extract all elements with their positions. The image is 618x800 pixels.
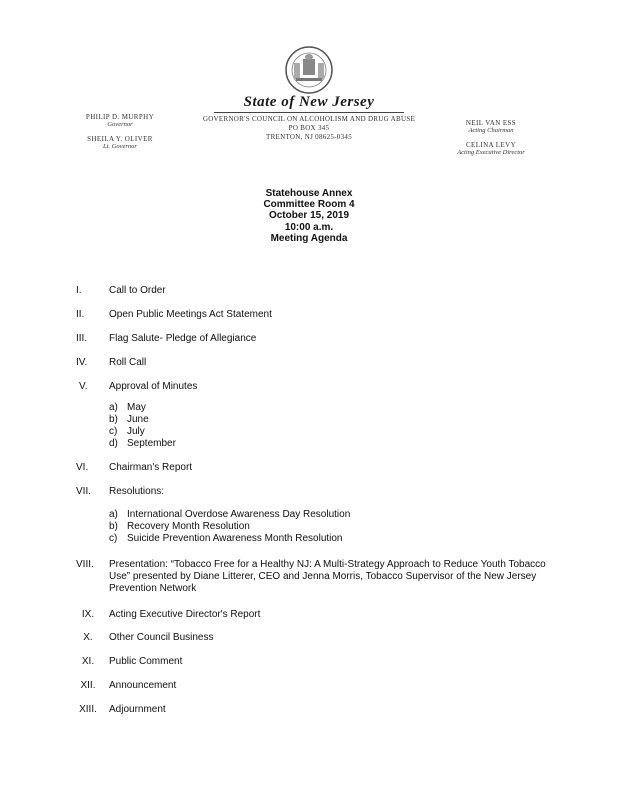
state-seal-logo (284, 45, 334, 95)
sub-item-text: International Overdose Awareness Day Resolution (127, 509, 351, 520)
item-text: Approval of Minutes (109, 381, 198, 392)
item-text: Chairman's Report (109, 462, 193, 473)
council-box: PO BOX 345 (288, 124, 330, 132)
meeting-date: October 15, 2019 (268, 210, 350, 222)
council-address: TRENTON, NJ 08625-0345 (266, 133, 352, 141)
item-text: Adjournment (109, 704, 166, 715)
right-officials (446, 119, 536, 163)
item-text: Open Public Meetings Act Statement (109, 309, 272, 320)
sub-item-text: May (127, 402, 146, 413)
item-number: III. (76, 333, 88, 344)
sub-item-text: July (127, 426, 145, 437)
item-text: Other Council Business (109, 632, 214, 643)
divider (214, 112, 404, 113)
item-number: I. (76, 285, 82, 296)
meeting-room: Committee Room 4 (263, 199, 355, 211)
council-name: GOVERNOR'S COUNCIL ON ALCOHOLISM AND DRUG ABUSE (202, 115, 416, 123)
item-number: II. (76, 309, 85, 320)
official-name: NEIL VAN ESS (465, 119, 517, 127)
sub-item-letter: d) (109, 438, 118, 449)
state-title: State of New Jersey (243, 94, 375, 110)
left-officials (80, 113, 160, 157)
item-number: IV. (76, 357, 88, 368)
item-number: XI. (81, 656, 95, 667)
item-number: XIII. (79, 704, 97, 715)
item-number: VI. (76, 462, 89, 473)
meeting-header (0, 188, 618, 244)
sub-item-text: June (127, 414, 149, 425)
official-name: CELINA LEVY (465, 141, 517, 149)
official-title: Governor (107, 121, 133, 128)
item-number: IX. (81, 609, 95, 620)
item-number: XII. (80, 680, 96, 691)
sub-item-letter: c) (109, 426, 118, 437)
official-name: PHILIP D. MURPHY (85, 113, 155, 121)
official-title: Acting Chairman (468, 127, 514, 134)
sub-item-letter: b) (109, 521, 118, 532)
item-text: Acting Executive Director's Report (109, 609, 261, 620)
sub-item-text: September (127, 438, 176, 449)
meeting-time: 10:00 a.m. (284, 221, 334, 233)
item-text: Call to Order (109, 285, 166, 296)
official-name: SHEILA Y. OLIVER (87, 135, 153, 143)
sub-item-text: Recovery Month Resolution (127, 521, 250, 532)
item-text: Flag Salute- Pledge of Allegiance (109, 333, 257, 344)
item-text: Presentation: “Tobacco Free for a Healthy NJ: A Multi-Strategy Approach to Reduce Youth Tobacco Use” presented by Diane Litterer, CEO and Jenna Morris, Tobacco Supervisor of the New Jersey Prevention Network (109, 559, 546, 594)
item-number: VII. (76, 486, 92, 497)
sub-item-text: Suicide Prevention Awareness Month Resolution (127, 533, 343, 544)
item-text: Resolutions: (109, 486, 165, 497)
meeting-place: Statehouse Annex (265, 188, 353, 199)
item-number: X. (83, 632, 93, 643)
meeting-heading: Meeting Agenda (270, 232, 348, 244)
sub-item-letter: b) (109, 414, 118, 425)
sub-item-letter: a) (109, 509, 118, 520)
official-title: Lt. Governor (103, 143, 137, 150)
item-text: Roll Call (109, 357, 147, 368)
sub-item-letter: a) (109, 402, 118, 413)
item-number: VIII. (76, 559, 94, 570)
item-text: Announcement (109, 680, 177, 691)
official-title: Acting Executive Director (457, 149, 525, 156)
sub-item-letter: c) (109, 533, 118, 544)
item-number: V. (79, 381, 88, 392)
item-text: Public Comment (109, 656, 183, 667)
